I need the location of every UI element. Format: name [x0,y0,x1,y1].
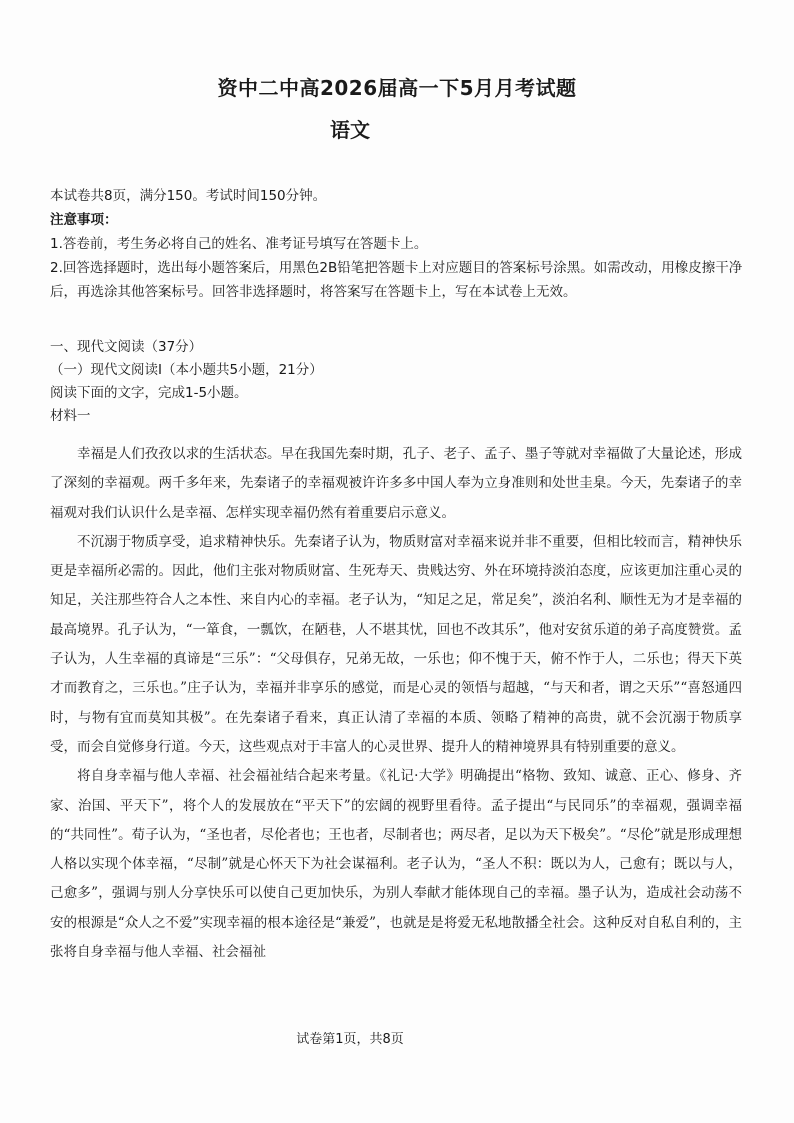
reading-passage [50,440,742,967]
notice-item-1: 1.答卷前，考生务必将自己的姓名、准考证号填写在答题卡上。 [50,236,428,252]
section-sub-heading: （一）现代文阅读Ⅰ（本小题共5小题，21分） [50,362,323,378]
exam-info: 本试卷共8页，满分150。考试时间150分钟。 [50,188,327,204]
page-footer: 试卷第1页，共8页 [296,1032,404,1047]
notice-title: 注意事项： [50,212,118,228]
instructions-block [50,184,750,304]
notice-item-2: 2.回答选择题时，选出每小题答案后，用黑色2B铅笔把答题卡上对应题目的答案标号涂黑。如需改动，用橡皮擦干净后，再选涂其他答案标号。回答非选择题时，将答案写在答题卡上，写在本试卷上无效。 [50,260,743,300]
section-heading: 一、现代文阅读（37分） [50,339,203,355]
section-header [50,336,750,428]
passage-paragraph-1: 幸福是人们孜孜以求的生活状态。早在我国先秦时期，孔子、老子、孟子、墨子等就对幸福做了大量论述，形成了深刻的幸福观。两千多年来，先秦诸子的幸福观被许许多多中国人奉为立身准则和处世圭臬。今天，先秦诸子的幸福观对我们认识什么是幸福、怎样实现幸福仍然有着重要启示意义。 [50,446,742,521]
subject-title: 语文 [330,118,370,142]
passage-paragraph-3: 将自身幸福与他人幸福、社会福祉结合起来考量。《礼记·大学》明确提出“格物、致知、诚意、正心、修身、齐家、治国、平天下”，将个人的发展放在“平天下”的宏阔的视野里看待。孟子提出“与民同乐”的幸福观，强调幸福的“共同性”。荀子认为，“圣也者，尽伦者也；王也者，尽制者也；两尽者，足以为天下极矣”。“尽伦”就是形成理想人格以实现个体幸福，“尽制”就是心怀天下为社会谋福利。老子认为，“圣人不积：既以为人，己愈有；既以与人，己愈多”，强调与别人分享快乐可以使自己更加快乐，为别人奉献才能体现自己的幸福。墨子认为，造成社会动荡不安的根源是“众人之不爱”实现幸福的根本途径是“兼爱”，也就是是将爱无私地散播全社会。这种反对自私自利的，主张将自身幸福与他人幸福、社会福祉 [50,768,742,961]
exam-title: 资中二中高2026届高一下5月月考试题 [217,76,577,100]
section-direction: 阅读下面的文字，完成1-5小题。 [50,385,248,401]
passage-paragraph-2: 不沉溺于物质享受，追求精神快乐。先秦诸子认为，物质财富对幸福来说并非不重要，但相比较而言，精神快乐更是幸福所必需的。因此，他们主张对物质财富、生死寿天、贵贱达穷、外在环境持淡泊态度，应该更加注重心灵的知足，关注那些符合人之本性、来自内心的幸福。老子认为，“知足之足，常足矣”，淡泊名利、顺性无为才是幸福的最高境界。孔子认为，“一箪食，一瓢饮，在陋巷，人不堪其忧，回也不改其乐”，他对安贫乐道的弟子高度赞赏。孟子认为，人生幸福的真谛是“三乐”：“父母俱存，兄弟无故，一乐也；仰不愧于天，俯不怍于人，二乐也；得天下英才而教育之，三乐也。”庄子认为，幸福并非享乐的感觉，而是心灵的领悟与超越，“与天和者，谓之天乐”“喜怒通四时，与物有宜而莫知其极”。在先秦诸子看来，真正认清了幸福的本质、领略了精神的高贵，就不会沉溺于物质享受，而会自觉修身行道。今天，这些观点对于丰富人的心灵世界、提升人的精神境界具有特别重要的意义。 [50,533,742,755]
material-label: 材料一 [50,408,91,424]
